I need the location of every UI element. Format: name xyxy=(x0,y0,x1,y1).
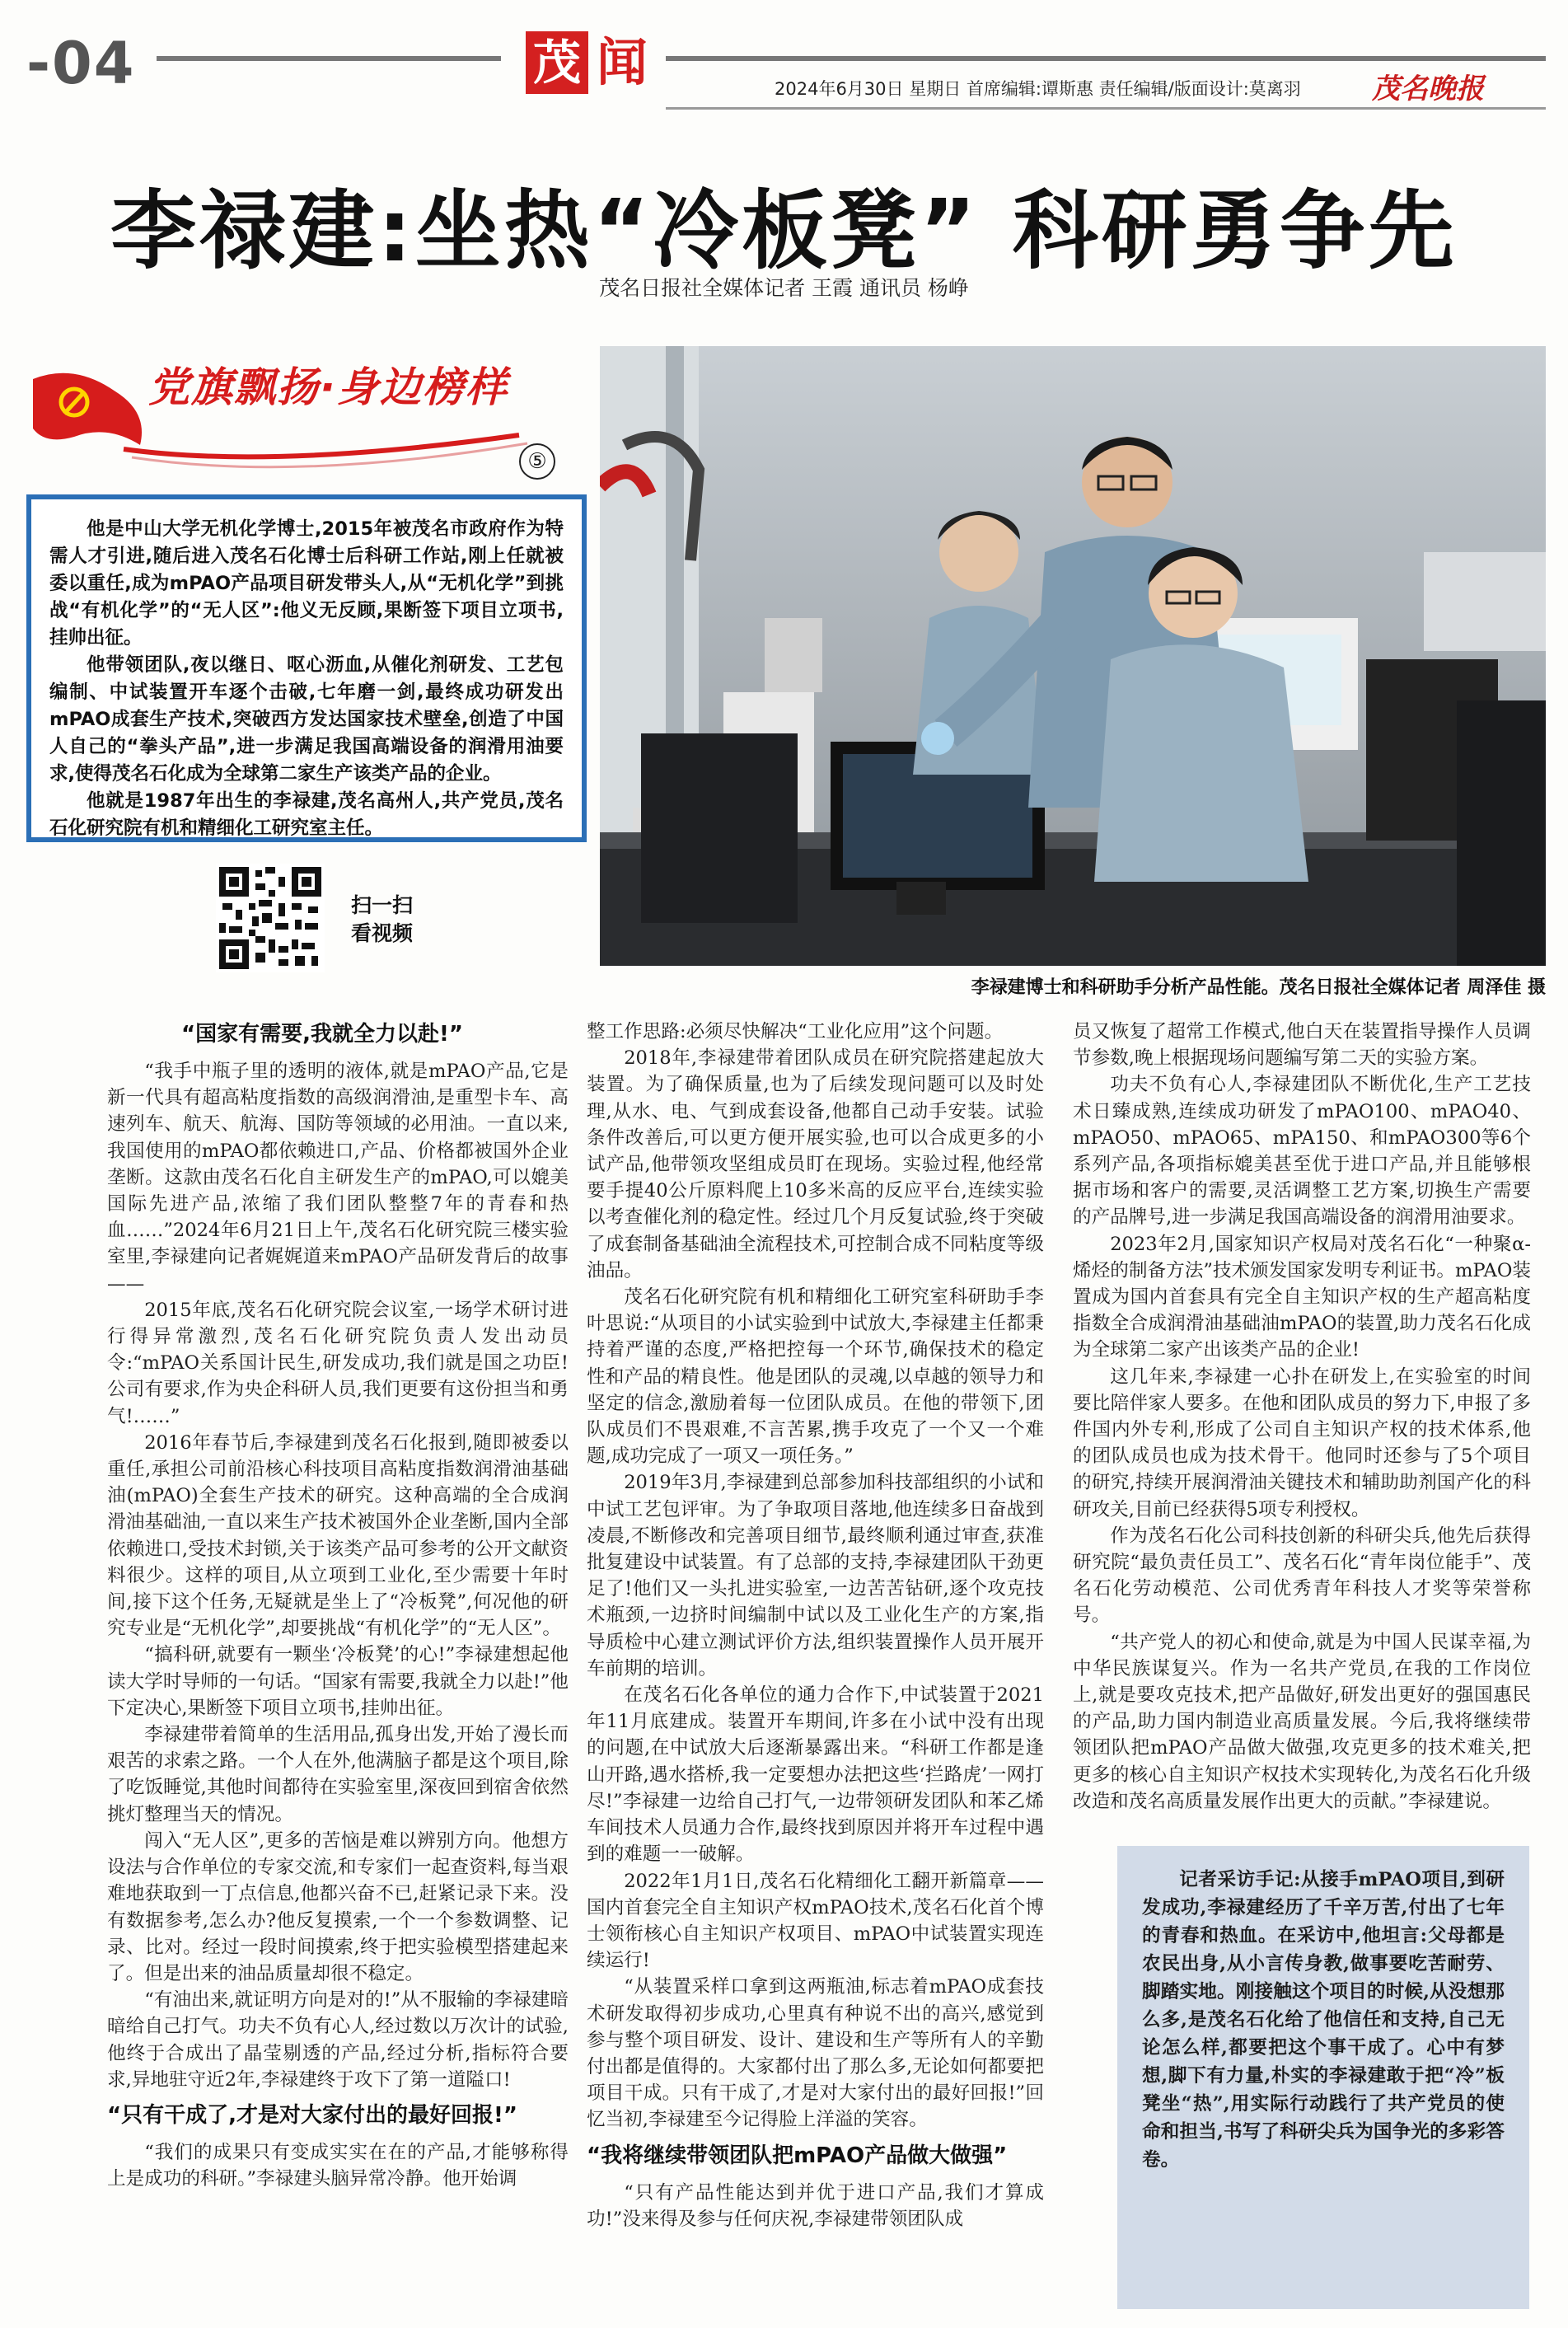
body-paragraph: 2018年,李禄建带着团队成员在研究院搭建起放大装置。为了确保质量,也为了后续发现问题可以及时处理,从水、电、气到成套设备,他都自己动手安装。试验条件改善后,可以更方便开展实验,也可以合成更多的小试产品,他带领攻坚组成员盯在现场。实验过程,他经常要手提40公斤原料爬上10多米高的反应平台,连续实验以考查催化剂的稳定性。经过几个月反复试验,终于突破了成套制备基础油全流程技术,可控制合成不同粘度等级油品。 xyxy=(587,1047,1044,1281)
body-paragraph: 2019年3月,李禄建到总部参加科技部组织的小试和中试工艺包评审。为了争取项目落地,他连续多日奋战到凌晨,不断修改和完善项目细节,最终顺利通过审查,获准批复建设中试装置。有了总部的支持,李禄建团队干劲更足了!他们又一头扎进实验室,一边苦苦钻研,逐个攻克技术瓶颈,一边挤时间编制中试以及工业化生产的方案,指导质检中心建立测试评价方法,组织装置操作人员开展开车前期的培训。 xyxy=(587,1472,1044,1679)
article-column-1 xyxy=(107,1019,569,2192)
article-byline: 茂名日报社全媒体记者 王霞 通讯员 杨峥 xyxy=(599,276,969,300)
page-number: -04 xyxy=(26,30,136,97)
article-column-2 xyxy=(587,1019,1044,2232)
article-title: 李禄建:坐热“冷板凳” 科研勇争先 xyxy=(110,180,1458,281)
body-paragraph: “共产党人的初心和使命,就是为中国人民谋幸福,为中华民族谋复兴。作为一名共产党员,在我的工作岗位上,就是要攻克技术,把产品做好,研发出更好的强国惠民的产品,助力国内制造业高质量发展。今后,我将继续带领团队把mPAO产品做大做强,攻克更多的技术难关,把更多的核心自主知识产权技术实现转化,为茂名石化升级改造和茂名高质量发展作出更大的贡献。”李禄建说。 xyxy=(1073,1631,1531,1812)
section-char-1: 茂 xyxy=(526,31,588,94)
body-paragraph: 2023年2月,国家知识产权局对茂名石化“一种聚α-烯烃的制备方法”技术颁发国家发明专利证书。mPAO装置成为国内首套具有完全自主知识产权的生产超高粘度指数全合成润滑油基础油mPAO的装置,助力茂名石化成为全球第二家产出该类产品的企业! xyxy=(1073,1233,1531,1361)
body-paragraph: “我们的成果只有变成实实在在的产品,才能够称得上是成功的科研。”李禄建头脑异常冷静。他开始调 xyxy=(107,2141,569,2190)
qr-label-line-1: 扫一扫 xyxy=(351,893,414,917)
body-paragraph: “我手中瓶子里的透明的液体,就是mPAO产品,它是新一代具有超高粘度指数的高级润滑油,是重型卡车、高速列车、航天、航海、国防等领域的必用油。一直以来,我国使用的mPAO都依赖进口,产品、价格都被国外企业垄断。这款由茂名石化自主研发生产的mPAO,可以媲美国际先进产品,浓缩了我们团队整整7年的青春和热血……”2024年6月21日上午,茂名石化研究院三楼实验室里,李禄建向记者娓娓道来mPAO产品研发背后的故事—— xyxy=(107,1061,569,1295)
masthead-logo: 茂名晚报 xyxy=(1372,73,1484,105)
body-paragraph: 在茂名石化各单位的通力合作下,中试装置于2021年11月底建成。装置开车期间,许多在小试中没有出现的问题,在中试放大后逐渐暴露出来。“科研工作都是逢山开路,遇水搭桥,我一定要想办法把这些‘拦路虎’一网打尽!”李禄建一边给自己打气,一边带领研发团队和苯乙烯车间技术人员通力合作,最终找到原因并将开车过程中遇到的难题一一破解。 xyxy=(587,1684,1044,1866)
body-paragraph: 2016年春节后,李禄建到茂名石化报到,随即被委以重任,承担公司前沿核心科技项目高粘度指数润滑油基础油(mPAO)全套生产技术的研究。这种高端的全合成润滑油基础油,一直以来生产技术被国外企业垄断,国内全部依赖进口,受技术封锁,关于该类产品可参考的公开文献资料很少。这样的项目,从立项到工业化,至少需要十年时间,接下这个任务,无疑就是坐上了“冷板凳”,何况他的研究专业是“无机化学”,却要挑战“有机化学”的“无人区”。 xyxy=(107,1431,569,1640)
reporter-note-label: 记者采访手记: xyxy=(1179,1869,1301,1890)
body-paragraph: 李禄建带着简单的生活用品,孤身出发,开始了漫长而艰苦的求索之路。一个人在外,他满脑子都是这个项目,除了吃饭睡觉,其他时间都待在实验室里,深夜回到宿舍依然挑灯整理当天的情况。 xyxy=(107,1724,569,1825)
lab-photo xyxy=(600,346,1546,966)
qr-code-icon[interactable] xyxy=(216,864,325,972)
column-banner xyxy=(25,346,593,490)
intro-paragraph: 他是中山大学无机化学博士,2015年被茂名市政府作为特需人才引进,随后进入茂名石化博士后科研工作站,刚上任就被委以重任,成为mPAO产品项目研发带头人,从“无机化学”到挑战“有机化学”的“无人区”:他义无反顾,果断签下项目立项书,挂帅出征。 xyxy=(49,518,564,649)
body-paragraph: “有油出来,就证明方向是对的!”从不服输的李禄建暗暗给自己打气。功夫不负有心人,经过数以万次计的试验,他终于合成出了晶莹剔透的产品,经过分析,指标符合要求,异地驻守近2年,李禄建终于攻下了第一道隘口! xyxy=(107,1989,569,2091)
body-paragraph: 整工作思路:必须尽快解决“工业化应用”这个问题。 xyxy=(587,1021,1004,1042)
body-paragraph: 闯入“无人区”,更多的苦恼是难以辨别方向。他想方设法与合作单位的专家交流,和专家们一起查资料,每当艰难地获取到一丁点信息,他都兴奋不已,赶紧记录下来。没有数据参考,怎么办?他反复摸索,一个一个参数调整、记录、比对。经过一段时间摸索,终于把实验模型搭建起来了。但是出来的油品质量却很不稳定。 xyxy=(107,1829,569,1984)
body-paragraph: 作为茂名石化公司科技创新的科研尖兵,他先后获得研究院“最负责任员工”、茂名石化“青年岗位能手”、茂名石化劳动模范、公司优秀青年科技人才奖等荣誉称号。 xyxy=(1073,1525,1531,1627)
photo-caption: 李禄建博士和科研助手分析产品性能。茂名日报社全媒体记者 周泽佳 摄 xyxy=(971,977,1546,998)
intro-paragraph: 他就是1987年出生的李禄建,茂名高州人,共产党员,茂名石化研究院有机和精细化工研究室主任。 xyxy=(49,790,564,839)
body-paragraph: “从装置采样口拿到这两瓶油,标志着mPAO成套技术研发取得初步成功,心里真有种说不出的高兴,感觉到参与整个项目研发、设计、建设和生产等所有人的辛勤付出都是值得的。大家都付出了那么多,无论如何都要把项目干成。只有干成了,才是对大家付出的最好回报!”回忆当初,李禄建至今记得脸上洋溢的笑容。 xyxy=(587,1976,1044,2131)
section-tag xyxy=(526,25,671,99)
reporter-note-box xyxy=(1117,1846,1529,2309)
body-paragraph: 这几年来,李禄建一心扑在研发上,在实验室的时间要比陪伴家人要多。在他和团队成员的努力下,申报了多件国内外专利,形成了公司自主知识产权的技术体系,他的团队成员也成为技术骨干。他同时还参与了5个项目的研究,持续开展润滑油关键技术和辅助助剂国产化的科研攻关,目前已经获得5项专利授权。 xyxy=(1073,1365,1531,1520)
body-paragraph: “搞科研,就要有一颗坐‘冷板凳’的心!”李禄建想起他读大学时导师的一句话。“国家有需要,我就全力以赴!”他下定决心,果断签下项目立项书,挂帅出征。 xyxy=(107,1644,569,1719)
dateline: 2024年6月30日 星期日 首席编辑:谭斯惠 责任编辑/版面设计:莫离羽 xyxy=(775,79,1301,99)
reporter-note-text xyxy=(1142,1866,1505,2174)
subheading-2: “只有干成了,才是对大家付出的最好回报!” xyxy=(107,2102,517,2128)
body-paragraph: 员又恢复了超常工作模式,他白天在装置指导操作人员调节参数,晚上根据现场问题编写第二天的实验方案。 xyxy=(1073,1021,1531,1070)
body-paragraph: “只有产品性能达到并优于进口产品,我们才算成功!”没来得及参与任何庆祝,李禄建带领团队成 xyxy=(587,2181,1044,2230)
qr-label-line-2: 看视频 xyxy=(351,921,414,945)
reporter-note-body: 从接手mPAO项目,到研发成功,李禄建经历了千辛万苦,付出了七年的青春和热血。在采访中,他坦言:父母都是农民出身,从小言传身教,做事要吃苦耐劳、脚踏实地。刚接触这个项目的时候,从没想那么多,是茂名石化给了他信任和支持,自己无论怎么样,都要把这个事干成了。心中有梦想,脚下有力量,朴实的李禄建敢于把“冷”板凳坐“热”,用实际行动践行了共产党员的使命和担当,书写了科研尖兵为国争光的多彩答卷。 xyxy=(1142,1869,1505,2171)
header-rule-left xyxy=(157,56,501,61)
section-char-2: 闻 xyxy=(597,32,648,92)
intro-box xyxy=(26,494,587,842)
header-rule-right xyxy=(666,56,1546,61)
lab-scene-image xyxy=(600,346,1546,966)
body-paragraph: 2022年1月1日,茂名石化精细化工翻开新篇章——国内首套完全自主知识产权mPAO技术,茂名石化首个博士领衔核心自主知识产权项目、mPAO中试装置实现连续运行! xyxy=(587,1870,1044,1972)
article-column-3 xyxy=(1073,1019,1531,1815)
subheading-1: “国家有需要,我就全力以赴!” xyxy=(181,1022,463,1047)
banner-title: 党旗飘扬·身边榜样 xyxy=(148,363,508,411)
intro-paragraph: 他带领团队,夜以继日、呕心沥血,从催化剂研发、工艺包编制、中试装置开车逐个击破,七年磨一剑,最终成功研发出mPAO成套生产技术,突破西方发达国家技术壁垒,创造了中国人自己的“拳头产品”,进一步满足我国高端设备的润滑用油要求,使得茂名石化成为全球第二家生产该类产品的企业。 xyxy=(49,654,564,785)
qr-label xyxy=(351,892,413,948)
subheading-3: “我将继续带领团队把mPAO产品做大做强” xyxy=(587,2143,1008,2168)
body-paragraph: 2015年底,茂名石化研究院会议室,一场学术研讨进行得异常激烈,茂名石化研究院负责人发出动员令:“mPAO关系国计民生,研发成功,我们就是国之功臣!公司有要求,作为央企科研人员,我们更要有这份担当和勇气!……” xyxy=(107,1299,569,1427)
banner-series-number: ⑤ xyxy=(519,443,555,480)
body-paragraph: 功夫不负有心人,李禄建团队不断优化,生产工艺技术日臻成熟,连续成功研发了mPAO100、mPAO40、mPAO50、mPAO65、mPA150、和mPAO300等6个系列产品,各项指标媲美甚至优于进口产品,并且能够根据市场和客户的需要,灵活调整工艺方案,切换生产需要的产品牌号,进一步满足我国高端设备的润滑用油要求。 xyxy=(1073,1074,1531,1229)
body-paragraph: 茂名石化研究院有机和精细化工研究室科研助手李叶思说:“从项目的小试实验到中试放大,李禄建主任都秉持着严谨的态度,严格把控每一个环节,确保技术的稳定性和产品的精良性。他是团队的灵魂,以卓越的领导力和坚定的信念,激励着每一位团队成员。在他的带领下,团队成员们不畏艰难,不言苦累,携手攻克了一个又一个难题,成功完成了一项又一项任务。” xyxy=(587,1286,1044,1468)
